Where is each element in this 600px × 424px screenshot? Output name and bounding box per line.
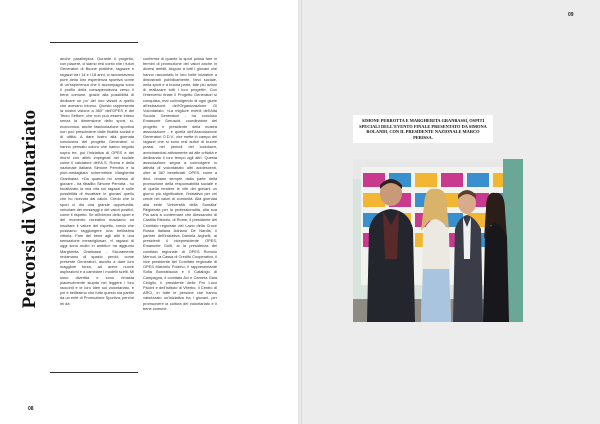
vertical-title-area [20, 44, 40, 374]
page-number-left: 08 [28, 406, 34, 412]
body-column-1 [60, 56, 134, 306]
bottom-rule [50, 372, 138, 373]
event-photo [353, 159, 523, 322]
book-spine [298, 0, 302, 424]
event-photo-illustration [353, 159, 523, 322]
page-number-right: 09 [568, 12, 574, 18]
column2-text: conferma di quanto lo sport possa fare in termini di promozione dei valori anche in diversi ambiti. Auguro a tutti i giovani che hanno raccontato le loro belle iniziative a dimostrarli pubblicamente, farci sociale, nella sport e a buona parte, fate più azioni di realizzare tutti i loro progetti». Con l'intervento finale il Progetto Generatori si conquista, mai coinvolgendo di ogni giurie all'estrazione dell'Organizzazione Di Volontariato, «La migliore eventi dell'Alta Scuola Generatori - ha concluso Emanuele Geruscki, coordinatore del progetto e presidente della mostra associazione - è quella dell'Associazione Generatori O.D.V., che mette in campo dei ragazzi che si sono resi autori di buone prassi nei periodi del lockdown, avvicinandosi attivamente ad alle criticità e dedicando il loro tempo agli altri. Questa associazione segna a coinvolgere in attività di volontariato altri adolescenti, oltre ai 387 beneficiati. OPES, come a dirci, rimane sempre dalla parte della promozione della responsabilità sociale e di quella rendere le vite dei giovani un giorno più significative, l'iniziativa per chi crede nei valori di comunità. Alla giornata alla sede 'Università della Somalia' Regionale per la professionalità, alla sua Pia sarà a confermare che Alessandro di Castilla Ristorio, di Rome, il presidente del Comitato regionale del Lazio della Croce Rossa Italiana Adriano De Nardis, il partner dell'iniziativa Daniela Arghelli, ai presidenti il vicepresidente OPES, Emanuele Gulfi, ai la presidenza del comitato regionale di OPES Romolo Mercuri, la Cassa di Credito Cooperativo, il vice presidente del Comitato regionale di OPES Marcello Polzino, il rappresentante Sofia Bonnafaccia e il Catalogo di Campagna, il comitato Aci e Camera Gaia Ciniglio, il presidente delle Pro Loco Piccini e dell'Istituto di Viterbo, il Centro di ARCI, in tutte le persone che hanno valorizzato un'iniziativa tra i giovani, per promuovere la cultura del volontariato e il bene comune. [143, 56, 217, 311]
column1-text: anche paralimpica. Durante il progetto, con piacere, ci siamo resi conto che i futuri Generatori di Buone pratiche, ragazze e ragazzi tra i 14 e i 18 anni, ci raccontavano pure della loro esperienza sportiva come di un'esperienza che li accompagna sono il profilo della consapevolezza verso il bene comune, grazie alla possibilità di dedicare un po' del loro vissuti a quello che avevano intorno. Questo rappresenta la nostra visione a 360° dell'OPES e del Terzo Settore, che non può essere inteso senza la dimensione dello sport, sì, economica, anche fascicolazione sportiva non può prescindere dalle finalità sociali e di utilità. A dare lustro alla giornata conclusiva del progetto Generatori ci hanno pensato coloro che hanno seguito sopra tre, poi l'iniziativa di OPES e dei ritorni con atleti impegnati nel sociale come il calciatore dell'A.S. Roma e della nazionale italiana Simone Perrotta e la pluri-medagliata schermitrice Margherita Granbassi, «Da quando ho smesso di giocare - ha ribadito Simone Perrotta - ho focalizzato la mia vita sui ragazzi e sulle possibilità di riscattare le giovani quello che ho ricevuto dal calcio. Credo che lo sport ci dia una grande opportunità, veicolare dei messaggi e dei valori positivi, come il rispetto. Se all'interno dello sport e del momento ricreativo riusciamo ad insultare il valore del rispetto, credo che possiamo raggiungere una bellissima vittoria. Fare del bene agli altri è una sensazione meravigliosa». «I ragazzi di oggi sono molto in ambito» ha aggiunto Margherita Granbassi - Sicuramente reclamano di spazio perciò, come presente Generatori, ascolto a dare loro maggiore forza, ad avere nuove aspirazioni e a cambiare i modelli scelti. Mi sono divertita e sono rimasta piacevolmente stupita nel leggere i loro racconti e le loro idee sul volontariato, e poi è bellissimo che tutto questo sia partito da un ente di Promozione Sportiva, perché mi dà [60, 56, 134, 306]
body-column-2 [143, 56, 217, 311]
photo-caption: SIMONE PERROTTA E MARGHERITA GRANBASSI, OSPITI SPECIALI DELL'EVENTO FINALE PRESENTATO DA SIMONA ROLANDI, CON IL PRESIDENTE NAZIONALE MARCO PERISSA. [353, 115, 493, 143]
top-rule [50, 42, 138, 43]
vertical-title: Percorsi di Volontariato [19, 109, 40, 309]
